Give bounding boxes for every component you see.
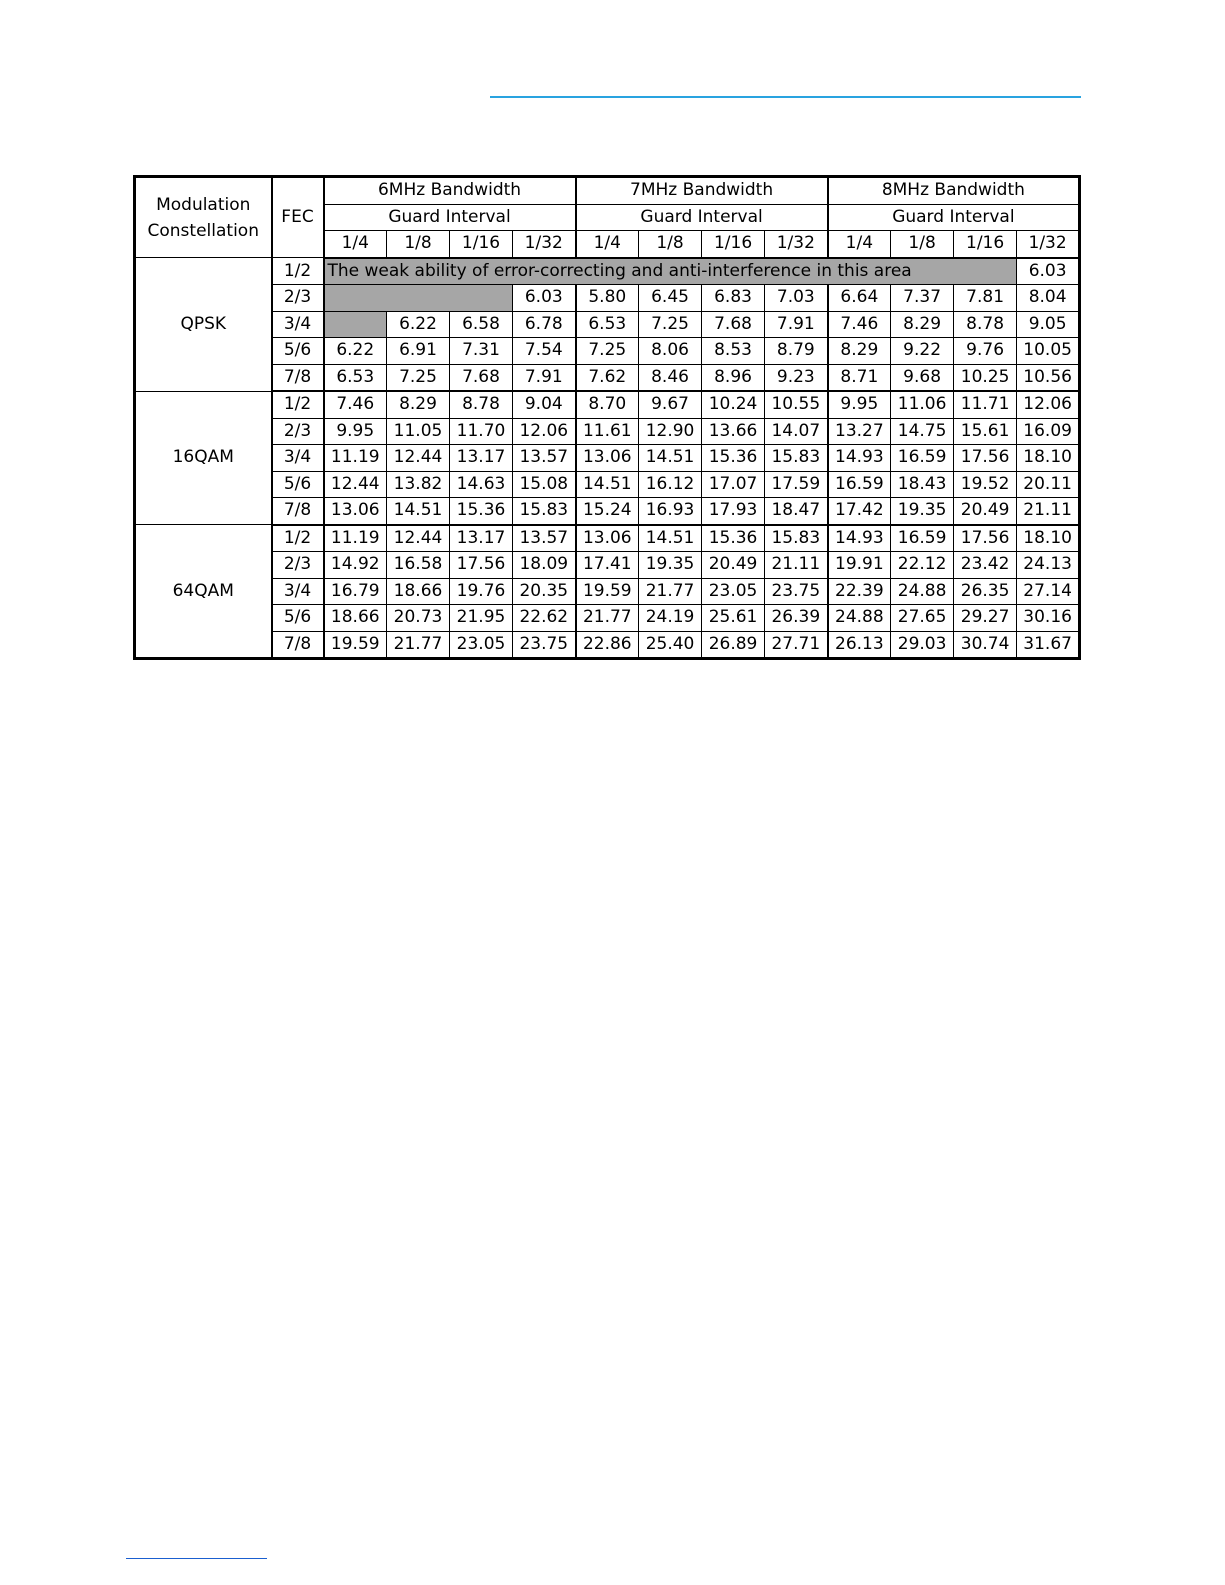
value-cell: 12.44 [387, 525, 450, 552]
fec-cell: 3/4 [272, 311, 324, 338]
value-cell: 9.23 [765, 364, 828, 391]
value-cell: 6.64 [828, 285, 891, 312]
table-row [135, 418, 1080, 445]
value-cell: 6.03 [1017, 258, 1080, 285]
value-cell: 31.67 [1017, 631, 1080, 659]
value-cell: 11.06 [891, 391, 954, 418]
value-cell: 17.56 [450, 552, 513, 579]
gi-header: 1/16 [450, 231, 513, 258]
fec-cell: 7/8 [272, 498, 324, 525]
table-row [135, 552, 1080, 579]
value-cell: 26.35 [954, 578, 1017, 605]
value-cell: 17.56 [954, 525, 1017, 552]
value-cell: 6.45 [639, 285, 702, 312]
value-cell: 10.24 [702, 391, 765, 418]
value-cell: 24.13 [1017, 552, 1080, 579]
value-cell: 7.25 [639, 311, 702, 338]
fec-cell: 5/6 [272, 338, 324, 365]
guard-interval-header: Guard Interval [576, 204, 828, 231]
value-cell: 13.06 [576, 525, 639, 552]
table-row [135, 338, 1080, 365]
value-cell: 13.82 [387, 471, 450, 498]
gi-header: 1/16 [954, 231, 1017, 258]
value-cell: 15.24 [576, 498, 639, 525]
value-cell: 26.13 [828, 631, 891, 659]
value-cell: 19.35 [891, 498, 954, 525]
value-cell: 15.36 [702, 445, 765, 472]
value-cell: 23.75 [513, 631, 576, 659]
fec-cell: 2/3 [272, 552, 324, 579]
value-cell: 12.44 [387, 445, 450, 472]
value-cell: 6.91 [387, 338, 450, 365]
gi-header: 1/4 [576, 231, 639, 258]
value-cell: 18.43 [891, 471, 954, 498]
value-cell: 24.88 [828, 605, 891, 632]
value-cell: 20.35 [513, 578, 576, 605]
value-cell: 8.29 [828, 338, 891, 365]
value-cell: 13.66 [702, 418, 765, 445]
table-row [135, 391, 1080, 418]
value-cell: 15.36 [702, 525, 765, 552]
value-cell: 13.27 [828, 418, 891, 445]
value-cell: 11.70 [450, 418, 513, 445]
weak-area-cell [324, 285, 513, 312]
table-row [135, 445, 1080, 472]
value-cell: 7.54 [513, 338, 576, 365]
value-cell: 6.53 [324, 364, 387, 391]
value-cell: 14.63 [450, 471, 513, 498]
value-cell: 8.46 [639, 364, 702, 391]
value-cell: 14.93 [828, 525, 891, 552]
value-cell: 8.96 [702, 364, 765, 391]
value-cell: 7.91 [765, 311, 828, 338]
fec-cell: 5/6 [272, 605, 324, 632]
value-cell: 21.11 [1017, 498, 1080, 525]
value-cell: 11.19 [324, 445, 387, 472]
value-cell: 23.05 [702, 578, 765, 605]
value-cell: 6.22 [324, 338, 387, 365]
fec-cell: 5/6 [272, 471, 324, 498]
value-cell: 7.25 [576, 338, 639, 365]
guard-interval-header: Guard Interval [324, 204, 576, 231]
value-cell: 18.47 [765, 498, 828, 525]
value-cell: 16.58 [387, 552, 450, 579]
value-cell: 11.05 [387, 418, 450, 445]
value-cell: 22.62 [513, 605, 576, 632]
value-cell: 17.42 [828, 498, 891, 525]
value-cell: 6.58 [450, 311, 513, 338]
fec-cell: 7/8 [272, 364, 324, 391]
value-cell: 14.51 [387, 498, 450, 525]
value-cell: 24.88 [891, 578, 954, 605]
value-cell: 6.03 [513, 285, 576, 312]
value-cell: 15.36 [450, 498, 513, 525]
table-row [135, 631, 1080, 659]
value-cell: 18.66 [387, 578, 450, 605]
value-cell: 16.12 [639, 471, 702, 498]
value-cell: 14.75 [891, 418, 954, 445]
value-cell: 23.75 [765, 578, 828, 605]
value-cell: 6.53 [576, 311, 639, 338]
value-cell: 15.83 [765, 525, 828, 552]
fec-header: FEC [272, 177, 324, 258]
value-cell: 30.74 [954, 631, 1017, 659]
value-cell: 20.49 [954, 498, 1017, 525]
value-cell: 7.62 [576, 364, 639, 391]
value-cell: 20.49 [702, 552, 765, 579]
value-cell: 21.95 [450, 605, 513, 632]
value-cell: 8.79 [765, 338, 828, 365]
value-cell: 12.06 [1017, 391, 1080, 418]
value-cell: 12.06 [513, 418, 576, 445]
gi-header: 1/4 [324, 231, 387, 258]
value-cell: 13.17 [450, 525, 513, 552]
value-cell: 6.78 [513, 311, 576, 338]
value-cell: 10.25 [954, 364, 1017, 391]
value-cell: 18.10 [1017, 525, 1080, 552]
value-cell: 15.83 [765, 445, 828, 472]
value-cell: 7.68 [702, 311, 765, 338]
value-cell: 27.71 [765, 631, 828, 659]
value-cell: 16.09 [1017, 418, 1080, 445]
table-row [135, 285, 1080, 312]
gi-header: 1/32 [513, 231, 576, 258]
value-cell: 27.65 [891, 605, 954, 632]
weak-area-note: The weak ability of error-correcting and anti-interference in this area [324, 258, 1017, 285]
snr-table [133, 175, 1081, 660]
weak-area-cell [324, 311, 387, 338]
value-cell: 8.78 [450, 391, 513, 418]
value-cell: 24.19 [639, 605, 702, 632]
value-cell: 14.92 [324, 552, 387, 579]
value-cell: 7.46 [324, 391, 387, 418]
table-row [135, 258, 1080, 285]
value-cell: 13.17 [450, 445, 513, 472]
fec-cell: 7/8 [272, 631, 324, 659]
value-cell: 21.11 [765, 552, 828, 579]
modulation-cell: QPSK [135, 258, 272, 392]
value-cell: 7.37 [891, 285, 954, 312]
table-row [135, 471, 1080, 498]
value-cell: 22.86 [576, 631, 639, 659]
value-cell: 15.83 [513, 498, 576, 525]
value-cell: 11.19 [324, 525, 387, 552]
value-cell: 8.78 [954, 311, 1017, 338]
gi-header: 1/8 [891, 231, 954, 258]
value-cell: 8.06 [639, 338, 702, 365]
value-cell: 7.91 [513, 364, 576, 391]
gi-header: 1/4 [828, 231, 891, 258]
value-cell: 14.93 [828, 445, 891, 472]
value-cell: 25.61 [702, 605, 765, 632]
value-cell: 16.59 [828, 471, 891, 498]
value-cell: 16.93 [639, 498, 702, 525]
value-cell: 19.91 [828, 552, 891, 579]
value-cell: 14.07 [765, 418, 828, 445]
bandwidth-header: 6MHz Bandwidth [324, 177, 576, 205]
value-cell: 9.95 [324, 418, 387, 445]
value-cell: 19.59 [576, 578, 639, 605]
value-cell: 19.76 [450, 578, 513, 605]
table-row [135, 311, 1080, 338]
fec-cell: 2/3 [272, 418, 324, 445]
table-row [135, 605, 1080, 632]
modulation-header: Modulation Constellation [135, 177, 272, 258]
value-cell: 14.51 [576, 471, 639, 498]
value-cell: 10.55 [765, 391, 828, 418]
value-cell: 17.07 [702, 471, 765, 498]
value-cell: 9.68 [891, 364, 954, 391]
gi-header: 1/16 [702, 231, 765, 258]
value-cell: 13.06 [324, 498, 387, 525]
value-cell: 9.22 [891, 338, 954, 365]
value-cell: 16.59 [891, 525, 954, 552]
bandwidth-header: 8MHz Bandwidth [828, 177, 1080, 205]
value-cell: 22.39 [828, 578, 891, 605]
value-cell: 29.03 [891, 631, 954, 659]
value-cell: 15.61 [954, 418, 1017, 445]
value-cell: 20.73 [387, 605, 450, 632]
value-cell: 14.51 [639, 525, 702, 552]
value-cell: 23.05 [450, 631, 513, 659]
value-cell: 18.10 [1017, 445, 1080, 472]
value-cell: 9.76 [954, 338, 1017, 365]
modulation-cell: 64QAM [135, 525, 272, 659]
value-cell: 21.77 [387, 631, 450, 659]
value-cell: 22.12 [891, 552, 954, 579]
value-cell: 8.29 [387, 391, 450, 418]
gi-header: 1/32 [1017, 231, 1080, 258]
fec-cell: 1/2 [272, 258, 324, 285]
value-cell: 7.31 [450, 338, 513, 365]
value-cell: 13.57 [513, 525, 576, 552]
value-cell: 16.59 [891, 445, 954, 472]
value-cell: 10.05 [1017, 338, 1080, 365]
value-cell: 9.67 [639, 391, 702, 418]
table-row [135, 364, 1080, 391]
value-cell: 9.05 [1017, 311, 1080, 338]
fec-cell: 3/4 [272, 445, 324, 472]
fec-cell: 3/4 [272, 578, 324, 605]
value-cell: 5.80 [576, 285, 639, 312]
value-cell: 23.42 [954, 552, 1017, 579]
guard-interval-header: Guard Interval [828, 204, 1080, 231]
value-cell: 11.71 [954, 391, 1017, 418]
value-cell: 13.06 [576, 445, 639, 472]
value-cell: 8.70 [576, 391, 639, 418]
gi-header: 1/8 [639, 231, 702, 258]
value-cell: 21.77 [639, 578, 702, 605]
value-cell: 8.53 [702, 338, 765, 365]
value-cell: 18.09 [513, 552, 576, 579]
value-cell: 8.29 [891, 311, 954, 338]
value-cell: 25.40 [639, 631, 702, 659]
table-row [135, 525, 1080, 552]
value-cell: 17.93 [702, 498, 765, 525]
value-cell: 17.59 [765, 471, 828, 498]
bandwidth-header: 7MHz Bandwidth [576, 177, 828, 205]
value-cell: 7.68 [450, 364, 513, 391]
value-cell: 19.52 [954, 471, 1017, 498]
gi-header: 1/8 [387, 231, 450, 258]
value-cell: 27.14 [1017, 578, 1080, 605]
value-cell: 8.71 [828, 364, 891, 391]
value-cell: 9.95 [828, 391, 891, 418]
value-cell: 12.44 [324, 471, 387, 498]
value-cell: 18.66 [324, 605, 387, 632]
value-cell: 13.57 [513, 445, 576, 472]
value-cell: 7.25 [387, 364, 450, 391]
fec-cell: 1/2 [272, 525, 324, 552]
value-cell: 17.56 [954, 445, 1017, 472]
value-cell: 21.77 [576, 605, 639, 632]
header-rule [490, 96, 1081, 98]
value-cell: 19.59 [324, 631, 387, 659]
value-cell: 7.03 [765, 285, 828, 312]
value-cell: 11.61 [576, 418, 639, 445]
value-cell: 20.11 [1017, 471, 1080, 498]
fec-cell: 2/3 [272, 285, 324, 312]
value-cell: 17.41 [576, 552, 639, 579]
value-cell: 26.89 [702, 631, 765, 659]
value-cell: 10.56 [1017, 364, 1080, 391]
value-cell: 7.46 [828, 311, 891, 338]
value-cell: 8.04 [1017, 285, 1080, 312]
modulation-cell: 16QAM [135, 391, 272, 525]
gi-header: 1/32 [765, 231, 828, 258]
value-cell: 6.83 [702, 285, 765, 312]
value-cell: 26.39 [765, 605, 828, 632]
value-cell: 7.81 [954, 285, 1017, 312]
value-cell: 6.22 [387, 311, 450, 338]
footer-link-rule [126, 1558, 267, 1559]
value-cell: 29.27 [954, 605, 1017, 632]
table-row [135, 578, 1080, 605]
value-cell: 12.90 [639, 418, 702, 445]
value-cell: 30.16 [1017, 605, 1080, 632]
value-cell: 19.35 [639, 552, 702, 579]
table-row [135, 498, 1080, 525]
value-cell: 16.79 [324, 578, 387, 605]
value-cell: 15.08 [513, 471, 576, 498]
value-cell: 9.04 [513, 391, 576, 418]
fec-cell: 1/2 [272, 391, 324, 418]
value-cell: 14.51 [639, 445, 702, 472]
